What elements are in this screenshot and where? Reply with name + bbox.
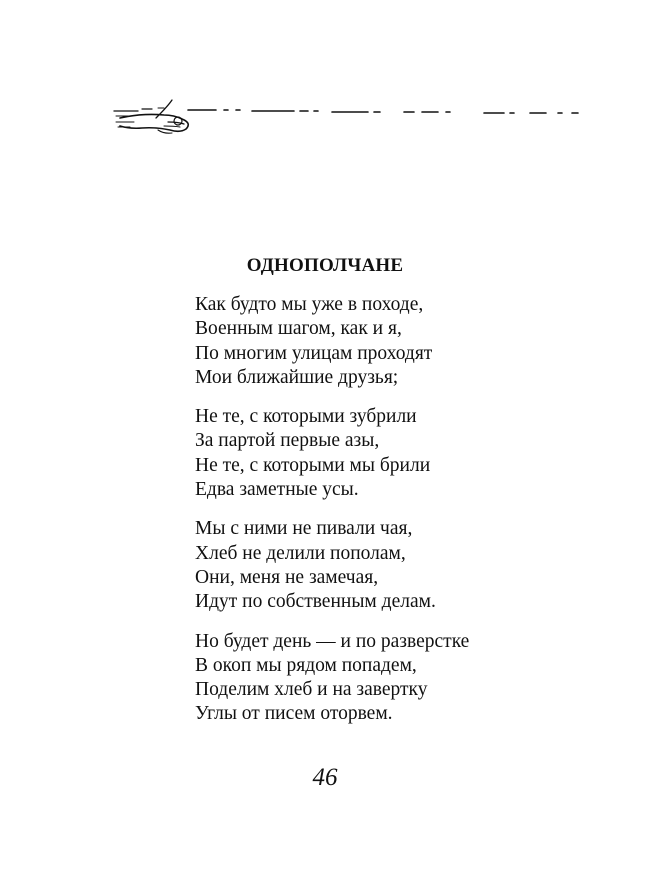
poem-line: Военным шагом, как и я, — [195, 318, 402, 340]
poem-line: Мои ближайшие друзья; — [195, 366, 399, 388]
poem-line: Они, меня не замечая, — [195, 566, 379, 588]
poem-line: По многим улицам проходят — [195, 342, 433, 364]
stanza-3 — [195, 517, 469, 614]
poem-line: Углы от писем оторвем. — [195, 703, 393, 725]
poem-line: Мы с ними не пивали чая, — [195, 518, 413, 540]
poem-line: Не те, с которыми мы брили — [195, 454, 431, 476]
page-number: 46 — [312, 764, 338, 791]
poem-title: ОДНОПОЛЧАНЕ — [246, 255, 404, 276]
poem-line: Как будто мы уже в походе, — [195, 294, 424, 315]
poem-line: Идут по собственным делам. — [195, 591, 436, 613]
poem-line: Не те, с которыми зубрили — [195, 406, 417, 428]
decorative-ornament — [112, 96, 582, 143]
poem-line: Едва заметные усы. — [195, 479, 359, 501]
poem-line: Хлеб не делили пополам, — [195, 542, 406, 564]
pointing-hand-icon — [112, 96, 582, 138]
poem-line: Но будет день — и по разверстке — [195, 630, 470, 652]
stanza-1 — [195, 293, 469, 390]
poem-body — [195, 293, 469, 742]
stanza-2 — [195, 405, 469, 502]
poem-line: Поделим хлеб и на завертку — [195, 679, 428, 701]
stanza-4 — [195, 630, 469, 727]
poem-line: В окоп мы рядом попадем, — [195, 654, 417, 676]
poem-line: За партой первые азы, — [195, 430, 380, 452]
